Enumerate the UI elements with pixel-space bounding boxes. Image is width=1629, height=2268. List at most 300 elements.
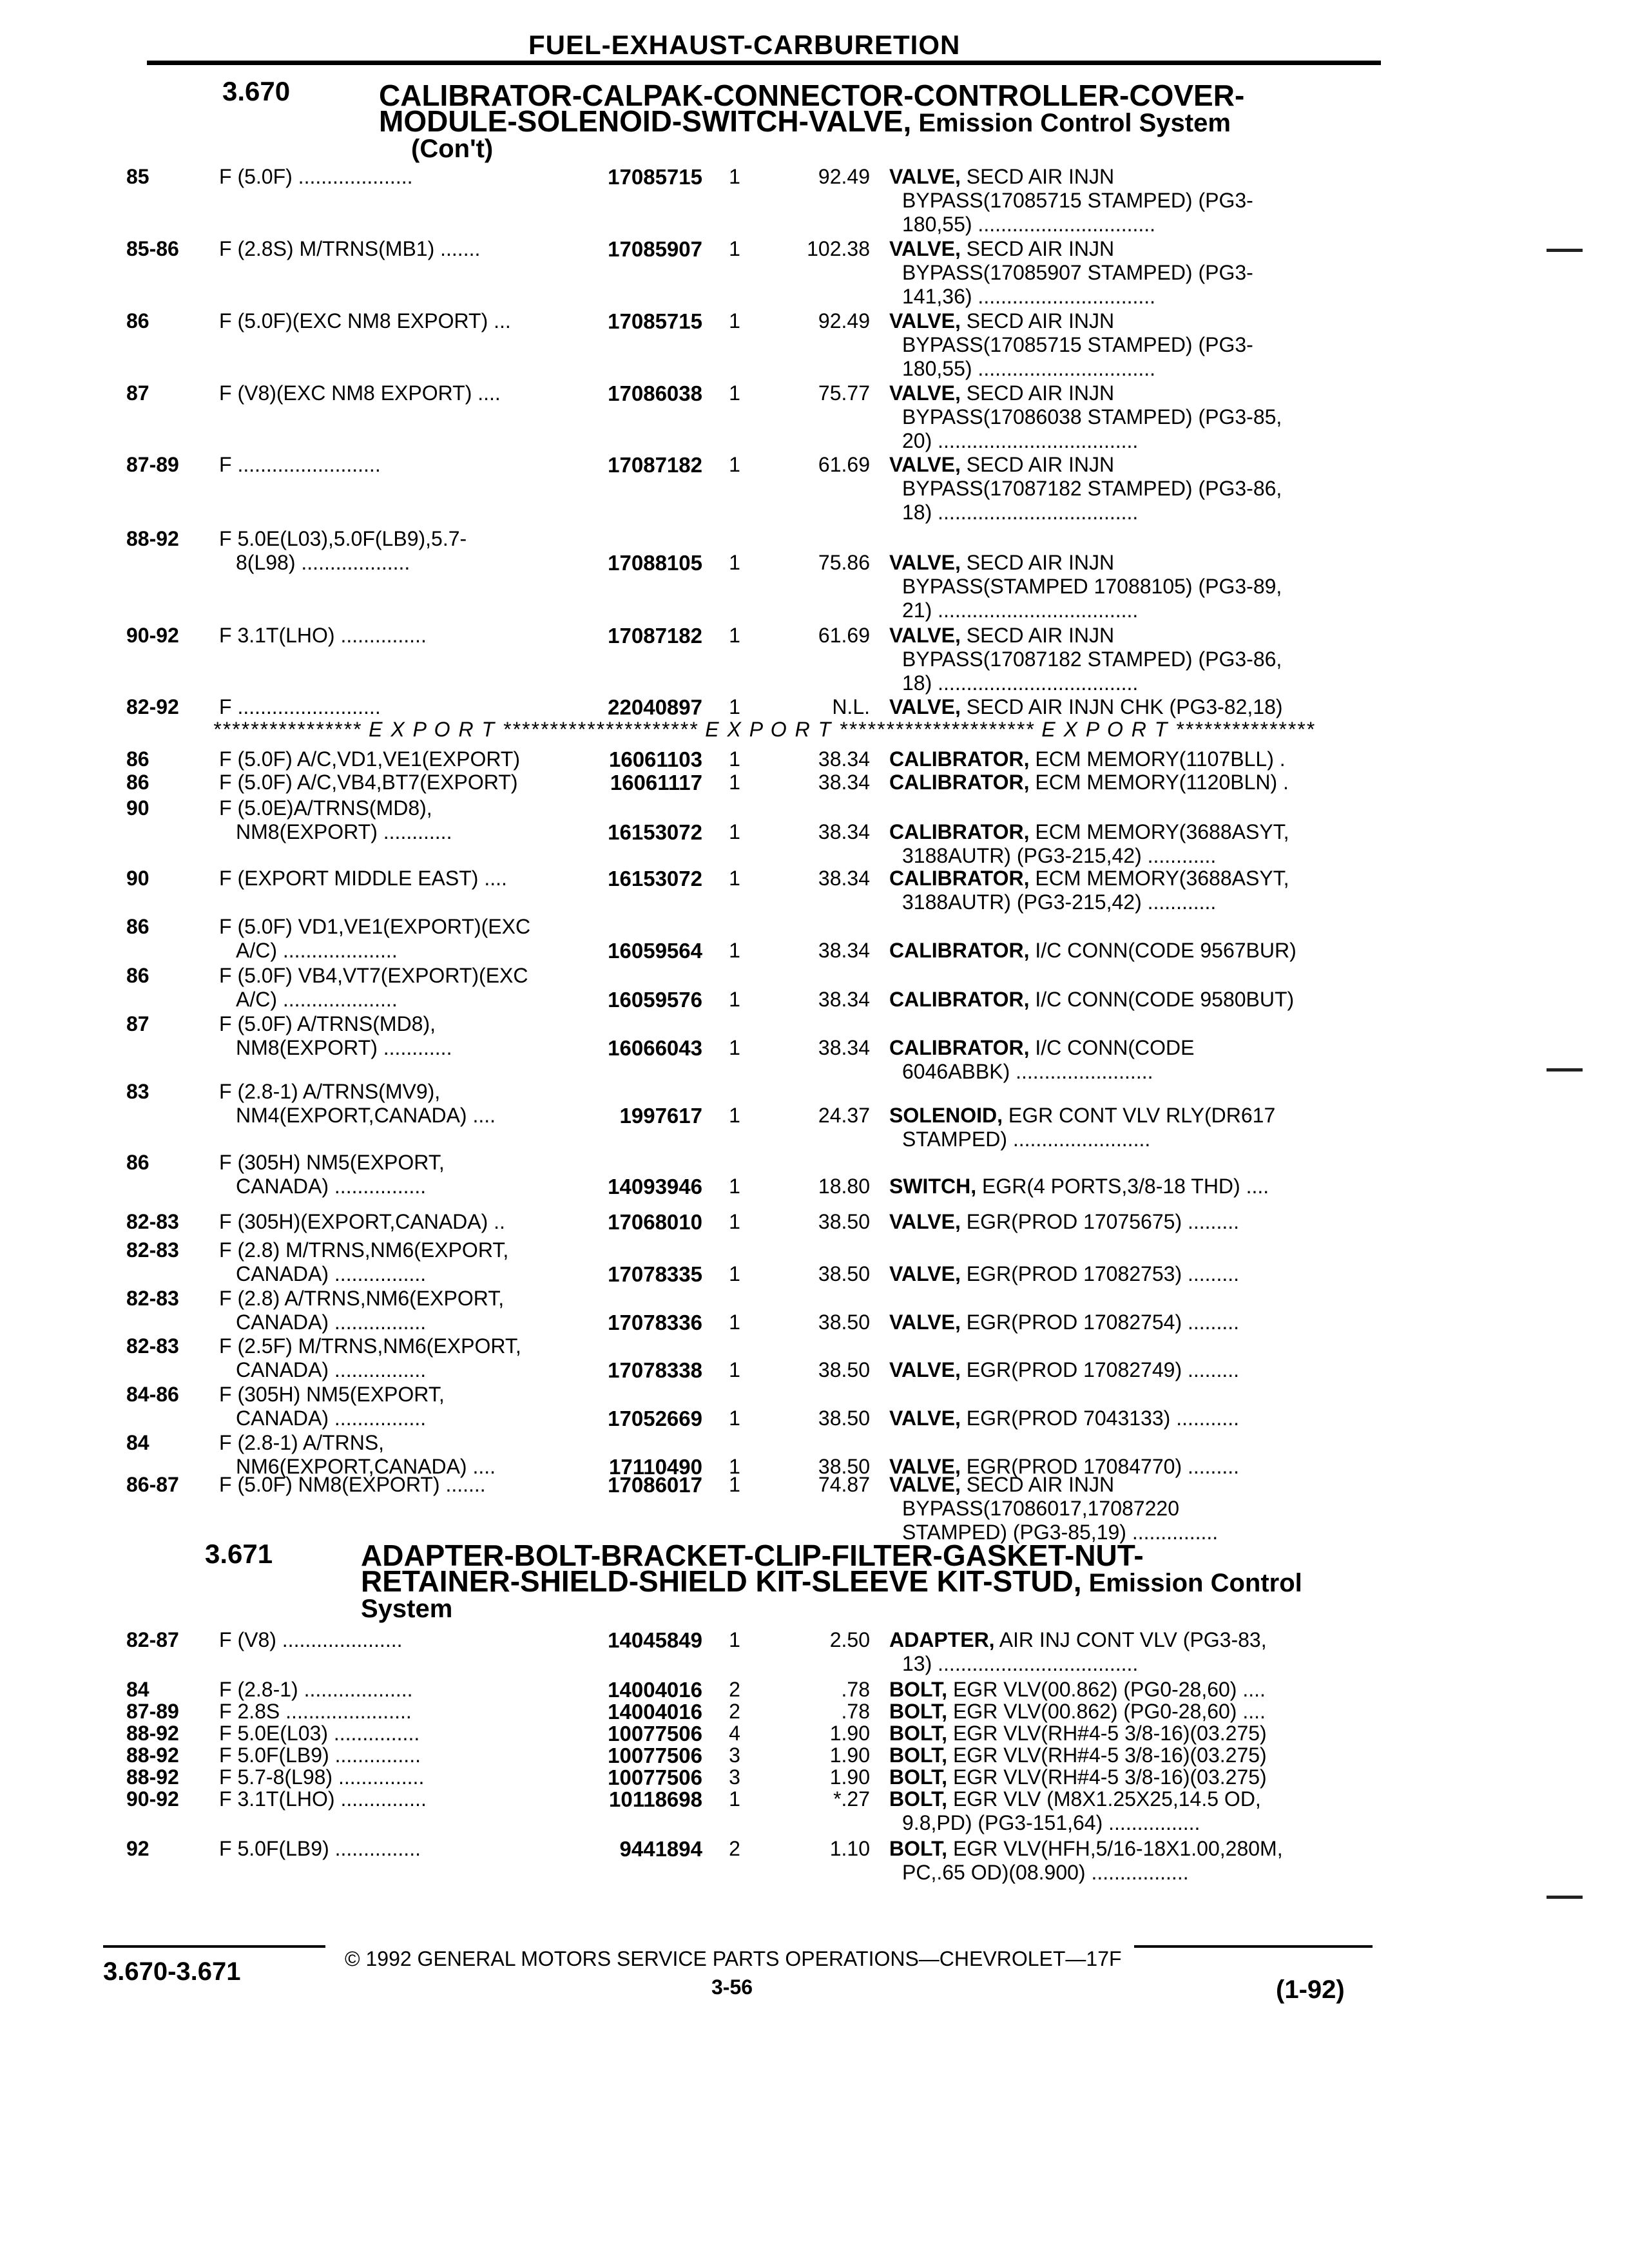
row-quantity: 1 bbox=[729, 1104, 740, 1127]
description-head: VALVE, bbox=[889, 237, 961, 260]
row-description bbox=[889, 1837, 1373, 1885]
row-quantity: 1 bbox=[729, 1036, 740, 1059]
section-title-text: MODULE-SOLENOID-SWITCH-VALVE, bbox=[379, 104, 912, 138]
row-price: 92.49 bbox=[818, 309, 870, 332]
section-number: 3.671 bbox=[205, 1539, 273, 1569]
row-description bbox=[889, 1311, 1373, 1334]
application-line: CANADA) ................ bbox=[236, 1262, 427, 1285]
row-quantity: 1 bbox=[729, 1787, 740, 1811]
row-price: 1.10 bbox=[829, 1837, 870, 1860]
description-head: BOLT, bbox=[889, 1787, 948, 1811]
row-price: *.27 bbox=[833, 1787, 870, 1811]
row-application bbox=[219, 695, 567, 719]
description-head: VALVE, bbox=[889, 1311, 961, 1334]
row-description bbox=[889, 237, 1373, 309]
row-price: 1.90 bbox=[829, 1765, 870, 1789]
application-line: F 5.0F(LB9) ............... bbox=[219, 1744, 421, 1767]
row-description bbox=[889, 165, 1373, 236]
row-description bbox=[889, 820, 1373, 868]
description-line: VALVE, SECD AIR INJN bbox=[889, 624, 1115, 647]
description-line: CALIBRATOR, ECM MEMORY(3688ASYT, bbox=[889, 820, 1289, 843]
row-application bbox=[219, 527, 567, 575]
row-year: 86 bbox=[126, 309, 149, 332]
row-description bbox=[889, 1210, 1373, 1234]
row-year: 87 bbox=[126, 381, 149, 405]
row-application bbox=[219, 1383, 567, 1430]
row-year: 90 bbox=[126, 796, 149, 820]
row-price: 38.50 bbox=[818, 1358, 870, 1381]
description-head: VALVE, bbox=[889, 453, 961, 476]
row-application bbox=[219, 1210, 567, 1234]
row-description bbox=[889, 1262, 1373, 1286]
application-line: F (2.8-1) ................... bbox=[219, 1678, 413, 1701]
description-line: 21) ................................... bbox=[902, 599, 1139, 622]
description-head: VALVE, bbox=[889, 165, 961, 188]
row-year: 86 bbox=[126, 747, 149, 771]
row-quantity: 1 bbox=[729, 381, 740, 405]
row-quantity: 1 bbox=[729, 1628, 740, 1651]
row-description bbox=[889, 695, 1373, 719]
application-line: F (5.0F) A/TRNS(MD8), bbox=[219, 1012, 436, 1035]
row-year: 86 bbox=[126, 964, 149, 987]
description-head: VALVE, bbox=[889, 1262, 961, 1285]
description-line: VALVE, EGR(PROD 17075675) ......... bbox=[889, 1210, 1239, 1233]
row-year: 86 bbox=[126, 1151, 149, 1174]
application-line: F 5.0F(LB9) ............... bbox=[219, 1837, 421, 1860]
row-part-number: 16153072 bbox=[608, 820, 702, 844]
description-head: VALVE, bbox=[889, 551, 961, 574]
application-line: F 5.0E(L03) ............... bbox=[219, 1722, 420, 1745]
description-head: VALVE, bbox=[889, 381, 961, 405]
row-part-number: 17088105 bbox=[608, 551, 702, 575]
row-part-number: 17086017 bbox=[608, 1473, 702, 1497]
description-line: CALIBRATOR, ECM MEMORY(3688ASYT, bbox=[889, 867, 1289, 890]
description-line: BYPASS(STAMPED 17088105) (PG3-89, bbox=[902, 575, 1282, 598]
description-line: 180,55) ............................... bbox=[902, 213, 1156, 236]
margin-mark bbox=[1547, 249, 1583, 252]
row-price: 75.77 bbox=[818, 381, 870, 405]
description-head: VALVE, bbox=[889, 1473, 961, 1496]
description-line: BYPASS(17087182 STAMPED) (PG3-86, bbox=[902, 648, 1282, 671]
description-head: BOLT, bbox=[889, 1678, 948, 1701]
row-part-number: 10077506 bbox=[608, 1744, 702, 1767]
application-line: 8(L98) ................... bbox=[236, 551, 410, 574]
row-quantity: 3 bbox=[729, 1765, 740, 1789]
row-part-number: 17087182 bbox=[608, 624, 702, 648]
application-line: F (2.5F) M/TRNS,NM6(EXPORT, bbox=[219, 1334, 521, 1358]
row-application bbox=[219, 381, 567, 405]
application-line: F ......................... bbox=[219, 453, 381, 476]
row-part-number: 16066043 bbox=[608, 1036, 702, 1060]
application-line: F 3.1T(LHO) ............... bbox=[219, 1787, 427, 1811]
row-price: 38.50 bbox=[818, 1210, 870, 1233]
row-description bbox=[889, 1036, 1373, 1084]
row-quantity: 1 bbox=[729, 820, 740, 843]
row-description bbox=[889, 551, 1373, 622]
row-quantity: 1 bbox=[729, 1473, 740, 1496]
description-head: VALVE, bbox=[889, 1210, 961, 1233]
row-part-number: 17085715 bbox=[608, 165, 702, 189]
row-quantity: 1 bbox=[729, 237, 740, 260]
row-year: 84 bbox=[126, 1431, 149, 1454]
row-description bbox=[889, 747, 1373, 771]
row-price: 61.69 bbox=[818, 624, 870, 647]
row-part-number: 17078338 bbox=[608, 1358, 702, 1382]
description-line: VALVE, SECD AIR INJN bbox=[889, 551, 1115, 574]
application-line: CANADA) ................ bbox=[236, 1358, 427, 1381]
row-part-number: 17085907 bbox=[608, 237, 702, 261]
row-description bbox=[889, 1358, 1373, 1382]
description-head: BOLT, bbox=[889, 1700, 948, 1723]
row-price: 38.34 bbox=[818, 747, 870, 771]
description-line: VALVE, EGR(PROD 17082754) ......... bbox=[889, 1311, 1239, 1334]
row-description bbox=[889, 1175, 1373, 1198]
row-year: 90-92 bbox=[126, 624, 179, 647]
row-quantity: 2 bbox=[729, 1837, 740, 1860]
section-title-line: CALIBRATOR-CALPAK-CONNECTOR-CONTROLLER-COVER- bbox=[379, 79, 1245, 112]
row-application bbox=[219, 915, 567, 963]
application-line: F (V8)(EXC NM8 EXPORT) .... bbox=[219, 381, 501, 405]
footer-rule-left bbox=[103, 1945, 325, 1948]
description-head: VALVE, bbox=[889, 1358, 961, 1381]
row-part-number: 14004016 bbox=[608, 1678, 702, 1702]
row-year: 82-83 bbox=[126, 1287, 179, 1310]
row-price: 61.69 bbox=[818, 453, 870, 476]
row-quantity: 1 bbox=[729, 1407, 740, 1430]
row-quantity: 1 bbox=[729, 1358, 740, 1381]
description-line: VALVE, SECD AIR INJN bbox=[889, 453, 1115, 476]
row-part-number: 16061117 bbox=[610, 771, 702, 794]
description-line: 141,36) ............................... bbox=[902, 285, 1156, 308]
description-line: BYPASS(17085907 STAMPED) (PG3- bbox=[902, 261, 1253, 284]
description-head: BOLT, bbox=[889, 1765, 948, 1789]
row-year: 88-92 bbox=[126, 527, 179, 550]
row-part-number: 17078335 bbox=[608, 1262, 702, 1286]
row-description bbox=[889, 1678, 1373, 1702]
description-head: SWITCH, bbox=[889, 1175, 977, 1198]
row-quantity: 2 bbox=[729, 1700, 740, 1723]
footer-copyright: © 1992 GENERAL MOTORS SERVICE PARTS OPERATIONS—CHEVROLET—17F bbox=[345, 1947, 1122, 1970]
footer-page-number: 3-56 bbox=[711, 1975, 753, 1999]
row-description bbox=[889, 1628, 1373, 1676]
row-description bbox=[889, 1473, 1373, 1544]
row-quantity: 2 bbox=[729, 1678, 740, 1701]
margin-mark bbox=[1547, 1896, 1583, 1899]
description-line: STAMPED) ........................ bbox=[902, 1128, 1151, 1151]
row-year: 84 bbox=[126, 1678, 149, 1701]
row-price: 38.34 bbox=[818, 867, 870, 890]
row-description bbox=[889, 624, 1373, 695]
row-quantity: 1 bbox=[729, 747, 740, 771]
row-application bbox=[219, 1744, 567, 1767]
row-application bbox=[219, 796, 567, 844]
section-title-cont: System bbox=[361, 1595, 453, 1623]
row-application bbox=[219, 1765, 567, 1789]
row-description bbox=[889, 381, 1373, 453]
row-part-number: 17085715 bbox=[608, 309, 702, 333]
description-head: VALVE, bbox=[889, 695, 961, 718]
row-description bbox=[889, 1104, 1373, 1151]
description-line: CALIBRATOR, ECM MEMORY(1107BLL) . bbox=[889, 747, 1286, 771]
row-part-number: 22040897 bbox=[608, 695, 702, 719]
application-line: NM8(EXPORT) ............ bbox=[236, 1036, 452, 1059]
row-application bbox=[219, 771, 567, 794]
page-header-title: FUEL-EXHAUST-CARBURETION bbox=[528, 30, 961, 60]
description-line: VALVE, EGR(PROD 7043133) ........... bbox=[889, 1407, 1239, 1430]
row-quantity: 1 bbox=[729, 1210, 740, 1233]
application-line: F (305H)(EXPORT,CANADA) .. bbox=[219, 1210, 505, 1233]
row-price: 38.34 bbox=[818, 939, 870, 962]
row-description bbox=[889, 1722, 1373, 1745]
row-price: .78 bbox=[841, 1678, 870, 1701]
margin-mark bbox=[1547, 1068, 1583, 1072]
row-application bbox=[219, 867, 567, 890]
row-description bbox=[889, 988, 1373, 1012]
row-part-number: 10118698 bbox=[608, 1787, 702, 1811]
footer-rule-right bbox=[1134, 1945, 1373, 1948]
application-line: F 5.0E(L03),5.0F(LB9),5.7- bbox=[219, 527, 467, 550]
description-line: 13) ................................... bbox=[902, 1652, 1139, 1675]
description-line: BYPASS(17086017,17087220 bbox=[902, 1497, 1179, 1520]
row-year: 86 bbox=[126, 915, 149, 938]
description-line: BOLT, EGR VLV(RH#4-5 3/8-16)(03.275) bbox=[889, 1744, 1267, 1767]
row-part-number: 14004016 bbox=[608, 1700, 702, 1724]
row-application bbox=[219, 165, 567, 189]
description-line: 9.8,PD) (PG3-151,64) ................ bbox=[902, 1811, 1200, 1834]
row-year: 88-92 bbox=[126, 1722, 179, 1745]
row-description bbox=[889, 939, 1373, 963]
row-price: 38.50 bbox=[818, 1455, 870, 1478]
row-part-number: 17087182 bbox=[608, 453, 702, 477]
application-line: F (2.8-1) A/TRNS, bbox=[219, 1431, 385, 1454]
row-year: 92 bbox=[126, 1837, 149, 1860]
row-application bbox=[219, 1787, 567, 1811]
application-line: F (2.8S) M/TRNS(MB1) ....... bbox=[219, 237, 481, 260]
export-divider: **************** E X P O R T ********************* E X P O R T ********************* E X P O R T *************** bbox=[213, 718, 1315, 741]
row-quantity: 1 bbox=[729, 939, 740, 962]
section-title-text: RETAINER-SHIELD-SHIELD KIT-SLEEVE KIT-STUD, bbox=[361, 1564, 1082, 1598]
row-quantity: 1 bbox=[729, 551, 740, 574]
row-application bbox=[219, 1628, 567, 1652]
application-line: CANADA) ................ bbox=[236, 1175, 427, 1198]
row-application bbox=[219, 1678, 567, 1702]
description-line: 20) ................................... bbox=[902, 429, 1139, 452]
row-quantity: 1 bbox=[729, 624, 740, 647]
description-head: CALIBRATOR, bbox=[889, 820, 1030, 843]
application-line: F (5.0F) A/C,VB4,BT7(EXPORT) bbox=[219, 771, 518, 794]
row-application bbox=[219, 1473, 567, 1497]
row-application bbox=[219, 1334, 567, 1382]
description-line: VALVE, SECD AIR INJN bbox=[889, 1473, 1115, 1496]
application-line: F (2.8) A/TRNS,NM6(EXPORT, bbox=[219, 1287, 505, 1310]
row-part-number: 17110490 bbox=[608, 1455, 702, 1479]
row-quantity: 1 bbox=[729, 1175, 740, 1198]
row-year: 85 bbox=[126, 165, 149, 188]
description-head: VALVE, bbox=[889, 1455, 961, 1478]
row-application bbox=[219, 964, 567, 1012]
row-price: .78 bbox=[841, 1700, 870, 1723]
application-line: CANADA) ................ bbox=[236, 1311, 427, 1334]
row-price: N.L. bbox=[832, 695, 870, 718]
description-head: CALIBRATOR, bbox=[889, 939, 1030, 962]
row-year: 86-87 bbox=[126, 1473, 179, 1496]
description-line: VALVE, SECD AIR INJN bbox=[889, 381, 1115, 405]
header-rule bbox=[147, 61, 1381, 65]
row-price: 38.34 bbox=[818, 771, 870, 794]
application-line: F (2.8-1) A/TRNS(MV9), bbox=[219, 1080, 441, 1103]
description-head: ADAPTER, bbox=[889, 1628, 995, 1651]
section-title bbox=[361, 1539, 1302, 1623]
description-head: SOLENOID, bbox=[889, 1104, 1003, 1127]
description-line: VALVE, SECD AIR INJN CHK (PG3-82,18) bbox=[889, 695, 1283, 718]
description-line: BYPASS(17085715 STAMPED) (PG3- bbox=[902, 333, 1253, 356]
row-year: 83 bbox=[126, 1080, 149, 1103]
application-line: NM4(EXPORT,CANADA) .... bbox=[236, 1104, 496, 1127]
application-line: F (305H) NM5(EXPORT, bbox=[219, 1383, 445, 1406]
description-line: SWITCH, EGR(4 PORTS,3/8-18 THD) .... bbox=[889, 1175, 1269, 1198]
application-line: F (5.0F) A/C,VD1,VE1(EXPORT) bbox=[219, 747, 521, 771]
row-part-number: 10077506 bbox=[608, 1765, 702, 1789]
description-head: VALVE, bbox=[889, 1407, 961, 1430]
footer-section-range: 3.670-3.671 bbox=[103, 1957, 241, 1986]
description-line: VALVE, EGR(PROD 17082753) ......... bbox=[889, 1262, 1239, 1285]
row-price: 38.50 bbox=[818, 1311, 870, 1334]
row-part-number: 1997617 bbox=[619, 1104, 702, 1128]
description-line: CALIBRATOR, I/C CONN(CODE 9567BUR) bbox=[889, 939, 1296, 962]
row-description bbox=[889, 867, 1373, 914]
row-quantity: 1 bbox=[729, 695, 740, 718]
description-line: STAMPED) (PG3-85,19) ............... bbox=[902, 1521, 1219, 1544]
description-line: BYPASS(17086038 STAMPED) (PG3-85, bbox=[902, 405, 1282, 428]
application-line: F (5.0F) VB4,VT7(EXPORT)(EXC bbox=[219, 964, 528, 987]
row-quantity: 1 bbox=[729, 771, 740, 794]
row-price: 2.50 bbox=[829, 1628, 870, 1651]
row-application bbox=[219, 624, 567, 648]
description-head: BOLT, bbox=[889, 1722, 948, 1745]
section-title bbox=[379, 79, 1245, 163]
description-line: 18) ................................... bbox=[902, 671, 1139, 695]
description-head: CALIBRATOR, bbox=[889, 747, 1030, 771]
row-description bbox=[889, 309, 1373, 381]
description-head: BOLT, bbox=[889, 1744, 948, 1767]
row-description bbox=[889, 1407, 1373, 1430]
footer-date: (1-92) bbox=[1276, 1975, 1345, 2004]
row-price: 1.90 bbox=[829, 1722, 870, 1745]
description-line: BOLT, EGR VLV(RH#4-5 3/8-16)(03.275) bbox=[889, 1722, 1267, 1745]
row-description bbox=[889, 1765, 1373, 1789]
row-part-number: 17086038 bbox=[608, 381, 702, 405]
row-quantity: 4 bbox=[729, 1722, 740, 1745]
row-quantity: 1 bbox=[729, 988, 740, 1011]
row-year: 82-83 bbox=[126, 1210, 179, 1233]
application-line: F ......................... bbox=[219, 695, 381, 718]
description-line: PC,.65 OD)(08.900) ................. bbox=[902, 1861, 1189, 1884]
row-part-number: 16059564 bbox=[608, 939, 702, 963]
row-description bbox=[889, 453, 1373, 524]
row-description bbox=[889, 1787, 1373, 1835]
row-year: 88-92 bbox=[126, 1744, 179, 1767]
row-quantity: 1 bbox=[729, 453, 740, 476]
application-line: A/C) .................... bbox=[236, 939, 398, 962]
row-price: 38.50 bbox=[818, 1407, 870, 1430]
row-year: 86 bbox=[126, 771, 149, 794]
row-part-number: 17068010 bbox=[608, 1210, 702, 1234]
description-line: 6046ABBK) ........................ bbox=[902, 1060, 1153, 1083]
row-year: 82-83 bbox=[126, 1334, 179, 1358]
row-description bbox=[889, 1744, 1373, 1767]
section-title-cont: (Con't) bbox=[411, 135, 494, 163]
row-year: 90 bbox=[126, 867, 149, 890]
description-head: BOLT, bbox=[889, 1837, 948, 1860]
row-description bbox=[889, 1700, 1373, 1724]
description-line: BOLT, EGR VLV(HFH,5/16-18X1.00,280M, bbox=[889, 1837, 1283, 1860]
row-year: 82-87 bbox=[126, 1628, 179, 1651]
description-line: BOLT, EGR VLV (M8X1.25X25,14.5 OD, bbox=[889, 1787, 1261, 1811]
row-quantity: 1 bbox=[729, 867, 740, 890]
row-quantity: 1 bbox=[729, 1455, 740, 1478]
row-part-number: 17052669 bbox=[608, 1407, 702, 1430]
row-application bbox=[219, 1837, 567, 1861]
row-application bbox=[219, 1151, 567, 1198]
description-head: CALIBRATOR, bbox=[889, 867, 1030, 890]
description-line: BOLT, EGR VLV(00.862) (PG0-28,60) .... bbox=[889, 1678, 1266, 1701]
row-application bbox=[219, 309, 567, 333]
section-title-line bbox=[361, 1564, 1302, 1598]
application-line: F (5.0F)(EXC NM8 EXPORT) ... bbox=[219, 309, 511, 332]
row-quantity: 3 bbox=[729, 1744, 740, 1767]
description-line: CALIBRATOR, I/C CONN(CODE 9580BUT) bbox=[889, 988, 1295, 1011]
description-line: CALIBRATOR, I/C CONN(CODE bbox=[889, 1036, 1195, 1059]
description-line: ADAPTER, AIR INJ CONT VLV (PG3-83, bbox=[889, 1628, 1267, 1651]
application-line: A/C) .................... bbox=[236, 988, 398, 1011]
row-application bbox=[219, 453, 567, 477]
description-line: CALIBRATOR, ECM MEMORY(1120BLN) . bbox=[889, 771, 1289, 794]
description-line: VALVE, EGR(PROD 17082749) ......... bbox=[889, 1358, 1239, 1381]
row-application bbox=[219, 1287, 567, 1334]
description-line: VALVE, SECD AIR INJN bbox=[889, 309, 1115, 332]
application-line: F (V8) ..................... bbox=[219, 1628, 403, 1651]
description-line: BYPASS(17087182 STAMPED) (PG3-86, bbox=[902, 477, 1282, 500]
row-part-number: 16061103 bbox=[608, 747, 702, 771]
row-year: 87 bbox=[126, 1012, 149, 1035]
section-title-suffix: Emission Control System bbox=[911, 109, 1231, 137]
row-price: 38.34 bbox=[818, 988, 870, 1011]
row-application bbox=[219, 1431, 567, 1479]
description-line: VALVE, SECD AIR INJN bbox=[889, 237, 1115, 260]
row-year: 84-86 bbox=[126, 1383, 179, 1406]
application-line: F 2.8S ...................... bbox=[219, 1700, 412, 1723]
application-line: F (2.8) M/TRNS,NM6(EXPORT, bbox=[219, 1238, 509, 1262]
application-line: F (5.0E)A/TRNS(MD8), bbox=[219, 796, 432, 820]
row-price: 38.34 bbox=[818, 1036, 870, 1059]
row-application bbox=[219, 1012, 567, 1060]
application-line: F (EXPORT MIDDLE EAST) .... bbox=[219, 867, 507, 890]
row-price: 92.49 bbox=[818, 165, 870, 188]
row-year: 82-83 bbox=[126, 1238, 179, 1262]
row-year: 88-92 bbox=[126, 1765, 179, 1789]
description-line: VALVE, EGR(PROD 17084770) ......... bbox=[889, 1455, 1239, 1478]
description-line: BYPASS(17085715 STAMPED) (PG3- bbox=[902, 189, 1253, 212]
description-line: 3188AUTR) (PG3-215,42) ............ bbox=[902, 844, 1217, 867]
description-line: BOLT, EGR VLV(00.862) (PG0-28,60) .... bbox=[889, 1700, 1266, 1723]
row-price: 38.34 bbox=[818, 820, 870, 843]
row-year: 87-89 bbox=[126, 453, 179, 476]
application-line: F (5.0F) NM8(EXPORT) ....... bbox=[219, 1473, 486, 1496]
row-part-number: 14045849 bbox=[608, 1628, 702, 1652]
row-price: 75.86 bbox=[818, 551, 870, 574]
description-head: CALIBRATOR, bbox=[889, 988, 1030, 1011]
row-application bbox=[219, 1722, 567, 1745]
